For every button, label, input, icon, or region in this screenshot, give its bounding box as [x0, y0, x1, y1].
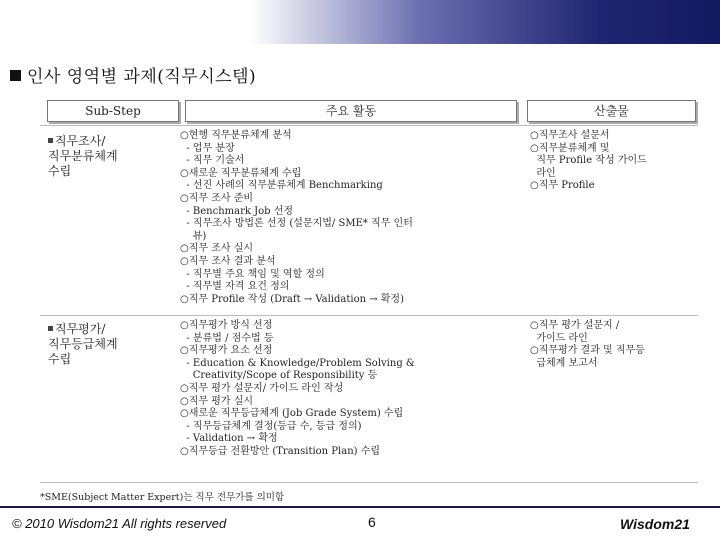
header-main-activity: 주요 활동: [185, 100, 517, 122]
outputs-2: ○직무 평가 설문지 / 가이드 라인 ○직무평가 결과 및 직무등 급체계 보고서: [530, 320, 645, 369]
step-1-label: 직무조사/ 직무분류체계 수립: [48, 134, 118, 178]
header-output: 산출물: [527, 100, 696, 122]
footnote: *SME(Subject Matter Expert)는 직무 전무가를 의미함: [40, 492, 285, 503]
outputs-1: ○직무조사 설문서 ○직무분류체계 및 직무 Profile 작성 가이드 라인 ○직무 Profile: [530, 130, 647, 192]
activities-1: ○현행 직무분류체계 분석 - 업무 분장 - 직무 기술서 ○새로운 직무분류체계 수립 - 선진 사례의 직무분류체계 Benchmarking ○직무 조사 준비 - Benchmark Job 선정 - 직무조사 방법론 선정 (설문지법/ SME* 직무 인터 뷰) ○직무 조사 실시 ○직무 조사 결과 분석 - 직무별 주요 책임 및 역할 정의 - 직무별 자격 요건 정의 ○직무 Profile 작성 (Draft → Validation → 확정): [180, 130, 413, 305]
page-number: 6: [368, 514, 376, 530]
copyright: © 2010 Wisdom21 All rights reserved: [12, 516, 227, 531]
page-title-text: 인사 영역별 과제(직무시스템): [27, 67, 257, 87]
bullet-icon: [48, 326, 53, 331]
brand-logo-text: Wisdom21: [620, 516, 690, 532]
divider-bottom: [40, 482, 698, 483]
square-bullet-icon: [10, 70, 21, 81]
activities-2: ○직무평가 방식 선정 - 분류법 / 점수법 등 ○직무평가 요소 선정 - Education & Knowledge/Problem Solving & Creativity/Scope of Responsibility 등 ○직무 평가 설문지/ 가이드 라인 작성 ○직무 평가 실시 ○새로운 직무등급체계 (Job Grade System) 수립 - 직무등급체계 결정(등급 수, 등급 정의) - Validation → 확정 ○직무등급 전환방안 (Transition Plan) 수립: [180, 320, 415, 457]
divider-top: [40, 125, 698, 126]
step-2-label: 직무평가/ 직무등급체계 수립: [48, 322, 118, 366]
divider-middle: [40, 315, 698, 316]
bullet-icon: [48, 138, 53, 143]
page-title: [10, 62, 256, 87]
step-1: [48, 134, 174, 179]
step-2: [48, 322, 174, 367]
header-sub-step: Sub-Step: [47, 100, 179, 122]
top-banner: [0, 0, 720, 44]
